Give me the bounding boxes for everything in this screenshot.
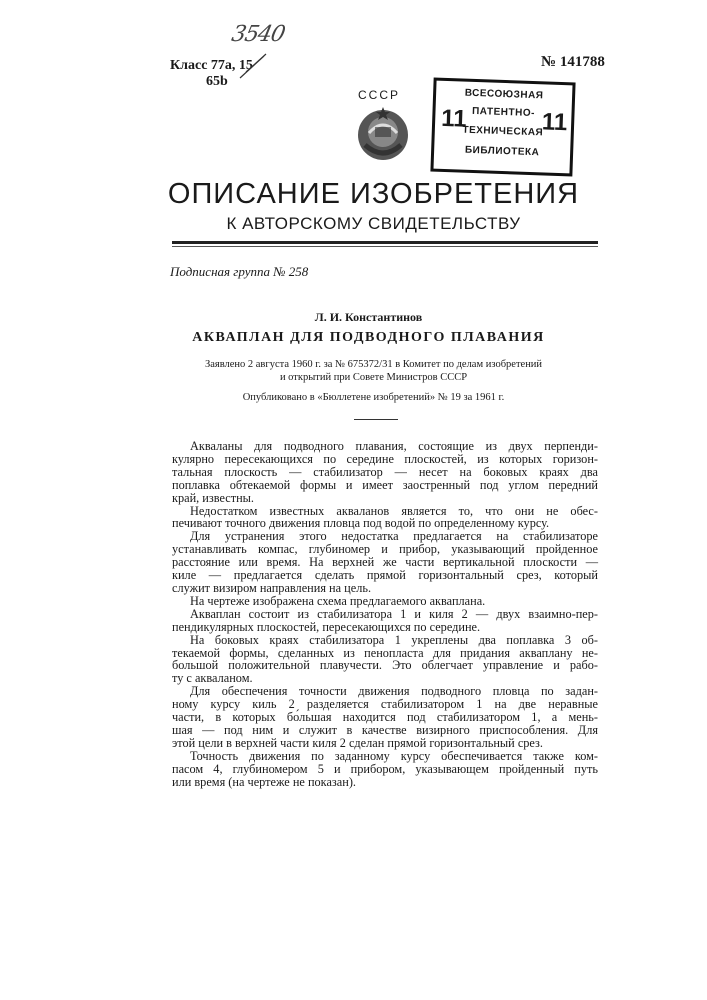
body-line: тальная плоскость — стабилизатор — несет на боковых краях два [172, 466, 598, 479]
body-line: или время (на чертеже не показан). [172, 776, 598, 789]
body-line: части, в которых бо́льшая находится под стабилизатором 1, а мень- [172, 711, 598, 724]
stamp-mark-left: 11 [441, 105, 467, 134]
section-divider [354, 419, 398, 420]
stamp-line: ТЕХНИЧЕСКАЯ [435, 124, 571, 140]
body-line: кулярно пересекающихся по середине плоскостей, из которых горизон- [172, 453, 598, 466]
stamp-line: БИБЛИОТЕКА [434, 144, 570, 160]
body-line: печивают точного движения пловца под водой по определенному курсу. [172, 517, 598, 530]
author: Л. И. Константинов [0, 310, 707, 325]
body-line: этой цели в верхней части киля 2 сделан прямой горизонтальный срез. [172, 737, 598, 750]
publication-info: Опубликовано в «Бюллетене изобретений» № 19 за 1961 г. [0, 392, 707, 403]
body-line: пасом 4, глубиномером 5 и прибором, указывающем пройденный путь [172, 763, 598, 776]
handwritten-strike-mark [238, 52, 268, 82]
body-line: служит визиром направления на цель. [172, 582, 598, 595]
body-line: Для устранения этого недостатка предлагается на стабилизаторе [172, 530, 598, 543]
stamp-mark-right: 11 [541, 108, 567, 137]
body-line: ту с акваланом. [172, 672, 598, 685]
body-line: ному курсу киль 2 разделяется стабилизатором 1 на две неравные [172, 698, 598, 711]
body-line: поплавка обтекаемой формы и имеет заостренный под углом передний [172, 479, 598, 492]
patent-number: № 141788 [541, 54, 605, 71]
header-divider [172, 241, 598, 244]
body-line: расстояние или время. На верхней же части вертикальной плоскости — [172, 556, 598, 569]
body-line: пендикулярных плоскостей, пересекающихся по середине. [172, 621, 598, 634]
filing-line: Заявлено 2 августа 1960 г. за № 675372/31 в Комитет по делам изобретений [40, 358, 707, 371]
description-body [172, 440, 598, 788]
body-line: текаемой формы, сделанных из пенопласта для придания акваплану не- [172, 647, 598, 660]
class-label: Класс 77а, 15 [170, 58, 253, 74]
body-line: большой положительной плавучести. Это облегчает управление и рабо- [172, 659, 598, 672]
header-divider-thin [172, 246, 598, 247]
filing-line: и открытий при Совете Министров СССР [40, 371, 707, 384]
ussr-emblem-icon [355, 105, 411, 163]
body-line: край, известны. [172, 492, 598, 505]
stamp-line: ВСЕСОЮЗНАЯ [436, 87, 572, 103]
stamp-line: ПАТЕНТНО- [435, 105, 571, 121]
body-line: киле — предлагается сделать прямой горизонтальный срез, который [172, 569, 598, 582]
handwritten-number: 3540 [229, 22, 286, 47]
library-stamp [430, 78, 575, 177]
filing-info [0, 358, 707, 384]
body-line: На чертеже изображена схема предлагаемого акваплана. [172, 595, 598, 608]
body-line: устанавливать компас, глубиномер и прибор, указывающий пройденное [172, 543, 598, 556]
body-line: На боковых краях стабилизатора 1 укреплены два поплавка 3 об- [172, 634, 598, 647]
country-label: СССР [358, 88, 400, 102]
document-title: ОПИСАНИЕ ИЗОБРЕТЕНИЯ [0, 178, 707, 211]
body-line: Точность движения по заданному курсу обеспечивается также ком- [172, 750, 598, 763]
subscription-group: Подписная группа № 258 [170, 264, 308, 280]
class-label-subclass: 65b [206, 74, 228, 90]
body-line: шая — под ним и служит в качестве визирного приспособления. Для [172, 724, 598, 737]
body-line: Недостатком известных акваланов является то, что они не обес- [172, 505, 598, 518]
document-subtitle: К АВТОРСКОМУ СВИДЕТЕЛЬСТВУ [0, 214, 707, 234]
body-line: Акваплан состоит из стабилизатора 1 и киля 2 — двух взаимно-пер- [172, 608, 598, 621]
invention-title: АКВАПЛАН ДЛЯ ПОДВОДНОГО ПЛАВАНИЯ [0, 330, 707, 346]
body-line: Для обеспечения точности движения подводного пловца по задан- [172, 685, 598, 698]
body-line: Акваланы для подводного плавания, состоящие из двух перпенди- [172, 440, 598, 453]
